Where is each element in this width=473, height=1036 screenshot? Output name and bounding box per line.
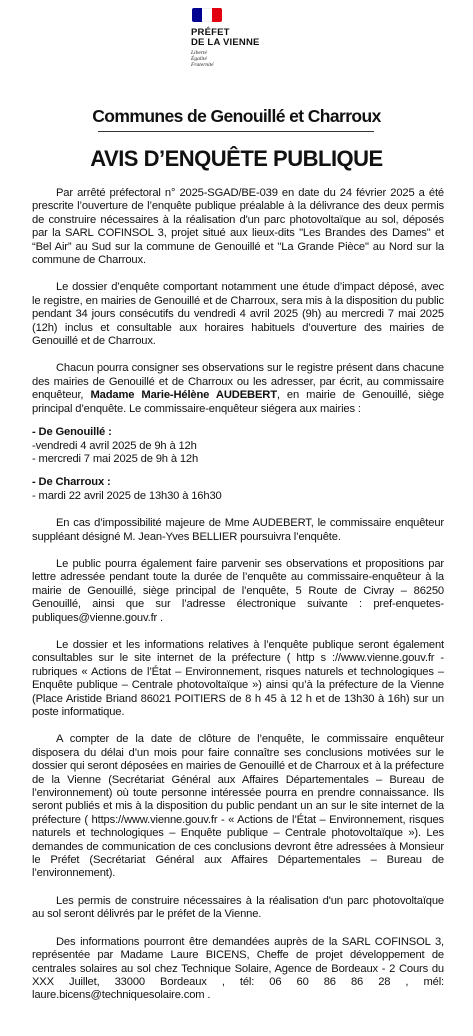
paragraph-conclusions: A compter de la date de clôture de l’enquête, le commissaire enquêteur disposera du délai d’un mois pour faire connaître ses conclusions motivées sur le dossier qui seront déposées en mairies de Genouillé et de Charroux et à la préfecture de la Vienne (Secrétariat Général aux Affaires Départementales – Bureau de l’environnement) où toute personne intéressée pourra en prendre connaissance. Ils seront publiés et mis à la disposition du public pendant un an sur le site internet de la préfecture ( https://www.vienne.gouv.fr - « Actions de l’État – Environnement, risques naturels et technologiques – Enquête publique – Centrale photovoltaïque »). Les demandes de communication de ces conclusions devront être adressées à Monsieur le Préfet (Secrétariat Général aux Affaires Départementales – Bureau de l’environnement). — [32, 733, 444, 880]
logo-motto: Liberté Égalité Fraternité — [191, 50, 214, 68]
paragraph-observations: Chacun pourra consigner ses observations sur le registre présent dans chacune des mairies de Genouillé et de Charroux ou les adresser, par écrit, au commissaire enquêteur, Madame Marie-Hélène AUDEBERT, en mairie de Genouillé, siège principal d’enquête. Le commissaire-enquêteur siégera aux mairies : — [32, 362, 444, 415]
prefecture-logo — [191, 8, 311, 68]
notice-title: AVIS D’ENQUÊTE PUBLIQUE — [90, 146, 383, 171]
paragraph-contact: Des informations pourront être demandées auprès de la SARL COFINSOL 3, représentée par Madame Laure BICENS, Cheffe de projet développement de centrales solaires au sol chez Technique Solaire, Agence de Bordeaux - 2 Cours du XXX Juillet, 33000 Bordeaux , tél: 06 60 86 86 28 , mél: laure.bicens@techniquesolaire.com . — [32, 935, 444, 1002]
commissioner-name: Madame Marie-Hélène AUDEBERT — [90, 389, 277, 402]
paragraph-permits: Les permis de construire nécessaires à la réalisation d'un parc photovoltaïque au sol seront délivrés par le préfet de la Vienne. — [32, 894, 444, 921]
communes-heading: Communes de Genouillé et Charroux — [92, 106, 381, 126]
schedule-list — [32, 426, 444, 503]
logo-title: PRÉFET DE LA VIENNE — [191, 27, 260, 48]
paragraph-letters: Le public pourra également faire parvenir ses observations et propositions par lettre adressée pendant toute la durée de l’enquête au commissaire-enquêteur à la mairie de Genouillé, siège principal de l’enquête, 5 Route de Civray – 86250 Genouillé, ainsi que sur l’adresse électronique suivante : pref-enquetes-publiques@vienne.gouv.fr . — [32, 557, 444, 624]
paragraph-website: Le dossier et les informations relatives à l’enquête publique seront également consultables sur le site internet de la préfecture ( http s ://www.vienne.gouv.fr - rubriques « Actions de l’État – Environnement, risques naturels et technologiques – Enquête publique – Centrale photovoltaïque ») ainsi qu’à la préfecture de la Vienne (Place Aristide Briand 86021 POITIERS de 8 h 45 à 12 h et de 13h30 à 16h) sur un poste informatique. — [32, 638, 444, 718]
schedule-charroux-label: - De Charroux : — [32, 476, 111, 489]
paragraph-substitute: En cas d’impossibilité majeure de Mme AUDEBERT, le commissaire enquêteur suppléant désigné M. Jean-Yves BELLIER poursuivra l’enquête. — [32, 517, 444, 543]
tricolor-flag-icon — [192, 8, 222, 22]
schedule-item: - mardi 22 avril 2025 de 13h30 à 16h30 — [32, 489, 222, 502]
schedule-item: -vendredi 4 avril 2025 de 9h à 12h — [32, 439, 197, 452]
heading-divider — [98, 131, 374, 132]
notice-body — [32, 187, 444, 1017]
schedule-item: - mercredi 7 mai 2025 de 9h à 12h — [32, 452, 199, 465]
paragraph-dossier: Le dossier d’enquête comportant notamment une étude d’impact déposé, avec le registre, en mairies de Genouillé et de Charroux, sera mis à la disposition du public pendant 34 jours consécutifs du vendredi 4 avril 2025 (9h) au mercredi 7 mai 2025 (12h) inclus et consultable aux horaires habituels d’ouverture des mairies de Genouillé et de Charroux. — [32, 281, 444, 348]
paragraph-decree: Par arrêté préfectoral n° 2025-SGAD/BE-039 en date du 24 février 2025 a été prescrite l’ouverture de l’enquête publique préalable à la délivrance des deux permis de construire nécessaires à la réalisation d'un parc photovoltaïque au sol, déposés par la SARL COFINSOL 3, projet situé aux lieux-dits "Les Brandes des Dames" et “Bel Air” au Sud sur la commune de Genouillé et "La Grande Pièce" au Nord sur la commune de Charroux. — [32, 187, 444, 267]
schedule-genouille-label: - De Genouillé : — [32, 426, 112, 439]
